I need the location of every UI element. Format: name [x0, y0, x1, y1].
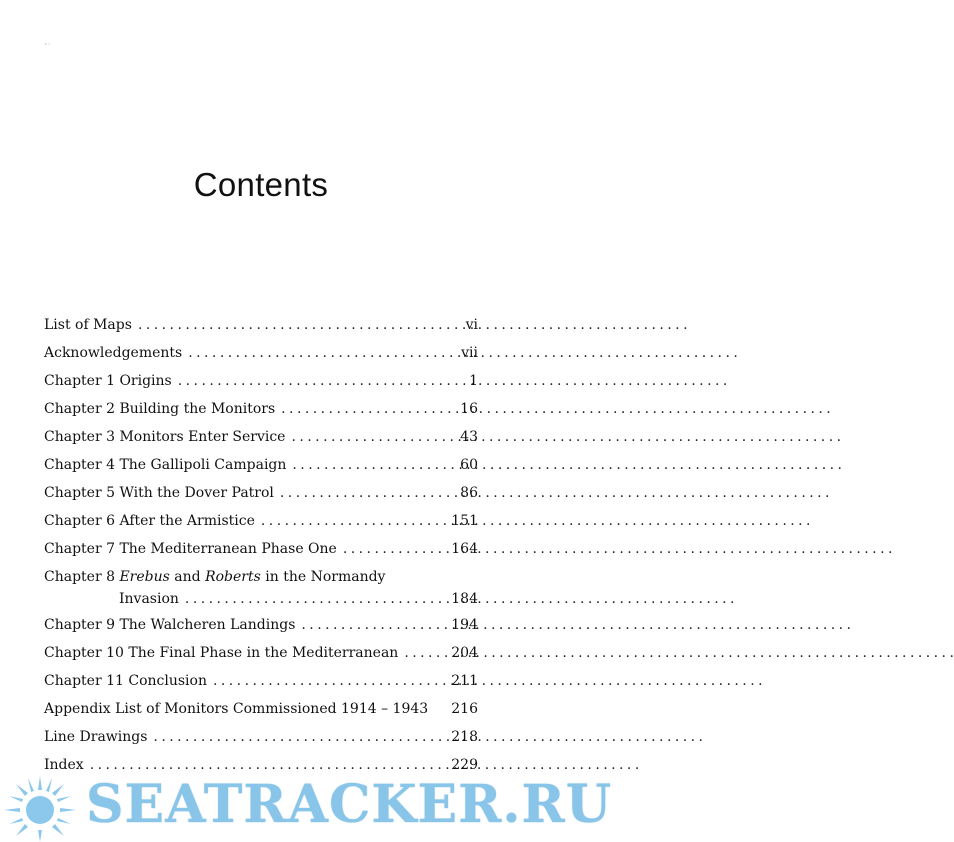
toc-entry-label: Chapter 1 Origins: [44, 373, 172, 389]
toc-entry[interactable]: [44, 401, 478, 419]
toc-entry[interactable]: [44, 729, 478, 747]
dot-leader: [138, 317, 688, 333]
toc-entry-page: 229: [451, 757, 478, 773]
toc-entry-label: Line Drawings: [44, 729, 148, 745]
toc-entry-label: Chapter 10 The Final Phase in the Mediterranean: [44, 645, 399, 661]
toc-entry[interactable]: [44, 317, 478, 335]
toc-entry-label: Chapter 8 Erebus and Roberts in the Normandy: [44, 569, 386, 585]
toc-entry-label-continued: Invasion: [119, 591, 179, 607]
toc-entry[interactable]: [44, 373, 478, 391]
toc-entry-label: Chapter 4 The Gallipoli Campaign: [44, 457, 287, 473]
toc-entry[interactable]: [44, 569, 478, 609]
toc-entry-label: Chapter 2 Building the Monitors: [44, 401, 276, 417]
toc-entry[interactable]: [44, 541, 478, 559]
watermark-text: SEATRACKER.RU: [86, 774, 613, 835]
toc-entry-label: Chapter 6 After the Armistice: [44, 513, 255, 529]
toc-entry-page: 151: [451, 513, 478, 529]
dot-leader: [213, 673, 763, 689]
toc-entry-page: 211: [451, 673, 478, 689]
toc-entry-page: vii: [461, 345, 478, 361]
toc-entry-page: 86: [460, 485, 478, 501]
scan-speck: [45, 30, 51, 32]
toc-entry[interactable]: [44, 673, 478, 691]
watermark: [0, 768, 613, 842]
toc-entry-label: Chapter 9 The Walcheren Landings: [44, 617, 296, 633]
toc-entry[interactable]: [44, 645, 478, 663]
toc-entry-label: Index: [44, 757, 84, 773]
toc-entry-page: 204: [451, 645, 478, 661]
dot-leader: [291, 429, 841, 445]
toc-entry-page: vi: [465, 317, 478, 333]
toc-entry-page: 218: [451, 729, 478, 745]
dot-leader: [280, 485, 830, 501]
toc-entry[interactable]: [44, 617, 478, 635]
dot-leader: [292, 457, 842, 473]
dot-leader: [301, 617, 851, 633]
page-title: Contents: [193, 166, 329, 203]
toc-entry-page: 43: [460, 429, 478, 445]
dot-leader: [404, 645, 954, 661]
toc-entry-label: Chapter 3 Monitors Enter Service: [44, 429, 286, 445]
toc-entry-label: List of Maps: [44, 317, 132, 333]
toc-entry[interactable]: [44, 429, 478, 447]
toc-entry-label: Chapter 7 The Mediterranean Phase One: [44, 541, 337, 557]
toc-entry-label: Appendix List of Monitors Commissioned 1914 – 1943: [44, 701, 429, 717]
toc-entry-label: Chapter 11 Conclusion: [44, 673, 207, 689]
toc-entry-label: Acknowledgements: [44, 345, 183, 361]
toc-entry-page: 194: [451, 617, 478, 633]
dot-leader: [261, 513, 811, 529]
toc-entry-page: 184: [451, 591, 478, 607]
dot-leader: [281, 401, 831, 417]
dot-leader: [343, 541, 893, 557]
toc-entry-page: 16: [460, 401, 478, 417]
toc-entry[interactable]: [44, 485, 478, 503]
toc-entry[interactable]: [44, 513, 478, 531]
toc-entry[interactable]: [44, 701, 478, 719]
toc-entry-page: 60: [460, 457, 478, 473]
toc-entry[interactable]: [44, 457, 478, 475]
toc-entry-page: 164: [451, 541, 478, 557]
sun-rays-icon: [0, 768, 80, 842]
toc-entry-label: Chapter 5 With the Dover Patrol: [44, 485, 274, 501]
toc-entry-page: 1: [469, 373, 478, 389]
toc-entry[interactable]: [44, 345, 478, 363]
toc-entry-page: 216: [451, 701, 478, 717]
